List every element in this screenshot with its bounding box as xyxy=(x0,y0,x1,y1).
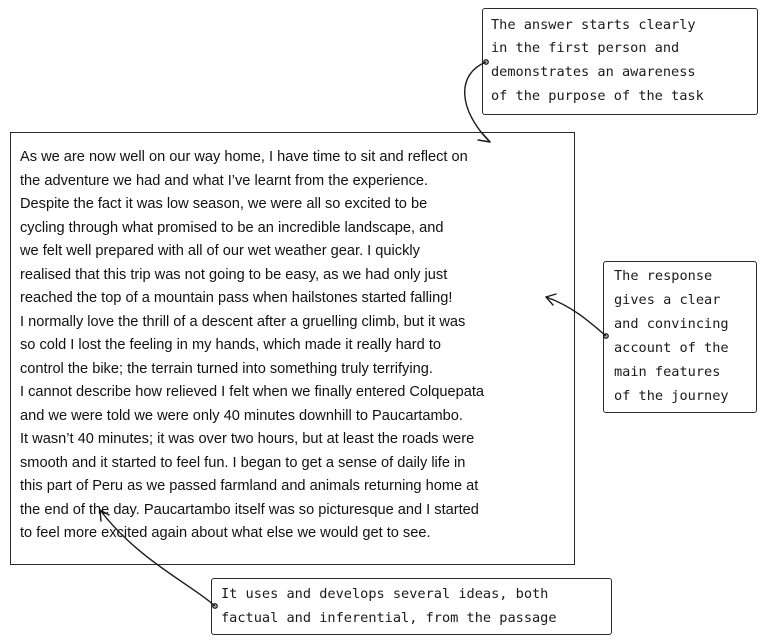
essay-line: I cannot describe how relieved I felt when we finally entered Colquepata xyxy=(20,384,485,400)
essay-text-box xyxy=(10,132,575,565)
essay-line: the adventure we had and what I’ve learnt from the experience. xyxy=(20,173,429,189)
essay-line: the end of the day. Paucartambo itself was so picturesque and I started xyxy=(20,502,479,518)
callout-first-person xyxy=(482,8,758,115)
callout-line: gives a clear xyxy=(614,292,721,308)
callout-journey-features xyxy=(603,261,757,413)
callout-line: of the journey xyxy=(614,388,729,404)
callout-line: demonstrates an awareness xyxy=(491,64,696,80)
callout-line: of the purpose of the task xyxy=(491,88,704,104)
essay-line: It wasn’t 40 minutes; it was over two hours, but at least the roads were xyxy=(20,431,475,447)
essay-line: control the bike; the terrain turned into something truly terrifying. xyxy=(20,361,433,377)
callout-line: The answer starts clearly xyxy=(491,17,696,33)
essay-line: As we are now well on our way home, I have time to sit and reflect on xyxy=(20,149,468,165)
callout-line: main features xyxy=(614,364,721,380)
essay-line: realised that this trip was not going to be easy, as we had only just xyxy=(20,267,448,283)
essay-line: I normally love the thrill of a descent after a gruelling climb, but it was xyxy=(20,314,466,330)
essay-line: this part of Peru as we passed farmland and animals returning home at xyxy=(20,478,479,494)
callout-line: The response xyxy=(614,268,713,284)
essay-line: Despite the fact it was low season, we were all so excited to be xyxy=(20,196,428,212)
essay-line: smooth and it started to feel fun. I began to get a sense of daily life in xyxy=(20,455,466,471)
callout-line: and convincing xyxy=(614,316,729,332)
essay-line: reached the top of a mountain pass when hailstones started falling! xyxy=(20,290,453,306)
callout-line: It uses and develops several ideas, both xyxy=(221,586,549,602)
essay-line: cycling through what promised to be an incredible landscape, and xyxy=(20,220,444,236)
callout-line: factual and inferential, from the passage xyxy=(221,610,557,626)
essay-line: and we were told we were only 40 minutes downhill to Paucartambo. xyxy=(20,408,463,424)
essay-line: to feel more excited again about what else we would get to see. xyxy=(20,525,431,541)
callout-line: account of the xyxy=(614,340,729,356)
callout-line: in the first person and xyxy=(491,40,680,56)
essay-line: so cold I lost the feeling in my hands, which made it really hard to xyxy=(20,337,442,353)
callout-ideas xyxy=(211,578,612,635)
essay-line: we felt well prepared with all of our wet weather gear. I quickly xyxy=(20,243,420,259)
